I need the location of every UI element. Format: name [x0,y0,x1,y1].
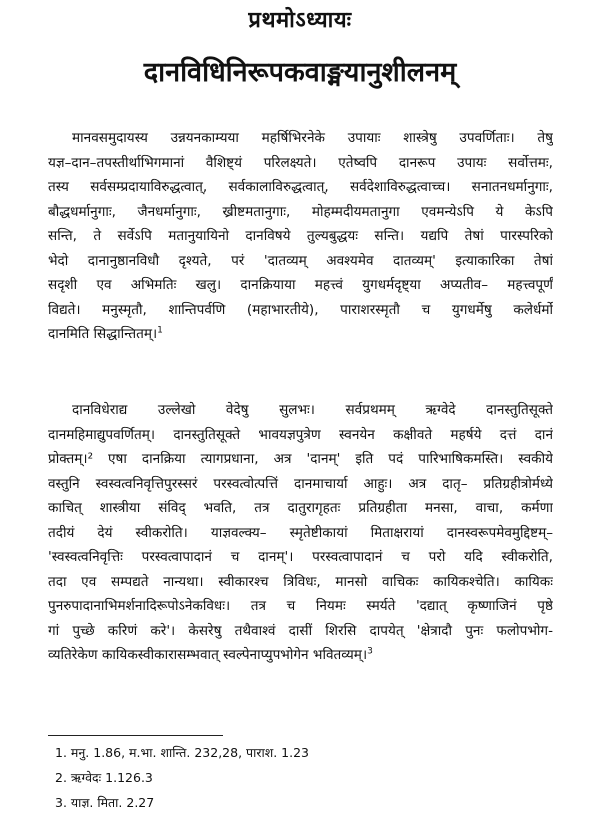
footnote-1: 1. मनु. 1.86, म.भा. शान्ति. 232,28, पाराश. 1.23 [55,745,310,760]
paragraph-line: काचित् शास्त्रीया संविद् भवति, तत्र दातुरागृहतः प्रतिग्रहीता मनसा, वाचा, कर्मणा [48,500,553,516]
paragraph-2 [48,398,553,668]
paragraph-line: मानवसमुदायस्य उन्नयनकाम्यया महर्षिभिरनेके उपायाः शास्त्रेषु उपवर्णिताः। तेषु [72,130,553,146]
paragraph-line: पुनरुपादानाभिमर्शनादिरूपोऽनेकविधः। तत्र च नियमः स्मर्यते 'दद्यात् कृष्णाजिनं पृष्ठे [48,598,553,614]
paragraph-line: गां पुच्छे करिणं करे'। केसरेषु तथैवाश्वं दासीं शिरसि दापयेत् 'क्षेत्रादौ पुनः फलोपभोग- [48,622,553,639]
paragraph-line-last [48,643,553,668]
footnote-divider [48,735,223,736]
section-title: दानविधिनिरूपकवाङ्मयानुशीलनम् [143,57,457,88]
footnote-marker: 1 [157,325,163,336]
paragraph-line: तदीयं देयं स्वीकरोति। याज्ञवल्क्य– स्मृतेष्टीकायां मिताक्षरायां दानस्वरूपमेवमुद्दिष्टम्– [48,524,553,541]
paragraph-1 [48,126,553,347]
paragraph-line: विद्यते। मनुस्मृतौ, शान्तिपर्वणि (महाभारतीये), पाराशरस्मृतौ च युगधर्मेषु कलेर्धर्मो [48,301,553,318]
paragraph-line-text: व्यतिरेकेण कायिकस्वीकारासम्भवात् स्वल्पेनाप्युपभोगेन भवितव्यम्। [48,647,368,663]
paragraph-line: प्रोक्तम्।² एषा दानक्रिया त्यागप्रधाना, अत्र 'दानम्' इति पदं पारिभाषिकमस्ति। स्वकीये [48,451,553,467]
paragraph-line: वस्तुनि स्वस्वत्वनिवृत्तिपुरस्सरं परस्वत्वोत्पत्तिं दानमाचार्या आहुः। अत्र दातृ– प्रतिग्रहीत्रोर्मध्ये [48,475,553,492]
footnotes [55,740,309,815]
footnote-3: 3. याज्ञ. मिता. 2.27 [55,795,155,810]
paragraph-line-last [48,322,553,347]
paragraph-line: यज्ञ–दान–तपस्तीर्थाभिगमानां वैशिष्ट्यं परिलक्ष्यते। एतेष्वपि दानरूप उपायः सर्वोत्तमः, [48,154,553,171]
paragraph-line: बौद्धधर्मानुगाः, जैनधर्मानुगाः, ख्रीष्टमतानुगाः, मोहम्मदीयमतानुगा एवमन्येऽपि ये केऽपि [48,203,553,220]
paragraph-line: दानमहिमाद्युपवर्णितम्। दानस्तुतिसूक्ते भावयज्ञपुत्रेण स्वनयेन कक्षीवते महर्षये दत्तं दानं [48,426,553,443]
paragraph-line: तदा एव सम्पद्यते नान्यथा। स्वीकारश्च त्रिविधः, मानसो वाचिकः कायिकश्चेति। कायिकः [48,573,553,590]
paragraph-line: तस्य सर्वसम्प्रदायाविरुद्धत्वात्, सर्वकालाविरुद्धत्वात्, सर्वदेशाविरुद्धत्वाच्च। सनातनधर्मानुगाः, [48,179,553,195]
paragraph-line-text: दानमिति सिद्धान्तितम्। [48,326,158,342]
footnote-2: 2. ऋग्वेदः 1.126.3 [55,770,153,785]
paragraph-line: सदृशी एव अभिमतिः खलु। दानक्रियाया महत्त्वं युगधर्मदृष्ट्या अप्यतीव– महत्त्वपूर्णं [48,277,553,293]
paragraph-line: भेदो दानानुष्ठानविधौ दृश्यते, परं 'दातव्यम् अवश्यमेव दातव्यम्' इत्याकारिका तेषां [48,252,553,269]
paragraph-line: 'स्वस्वत्वनिवृत्तिः परस्वत्वापादानं च दानम्'। परस्वत्वापादानं च परो यदि स्वीकरोति, [48,549,553,565]
paragraph-line: सन्ति, ते सर्वेऽपि मतानुयायिनो दानविषये तुल्यबुद्धयः सन्ति। यद्यपि तेषां पारस्परिको [48,228,553,244]
chapter-heading: प्रथमोऽध्यायः [248,8,352,33]
footnote-marker: 3 [367,646,373,657]
paragraph-line: दानविधेराद्य उल्लेखो वेदेषु सुलभः। सर्वप्रथमम् ऋग्वेदे दानस्तुतिसूक्ते [72,402,553,418]
